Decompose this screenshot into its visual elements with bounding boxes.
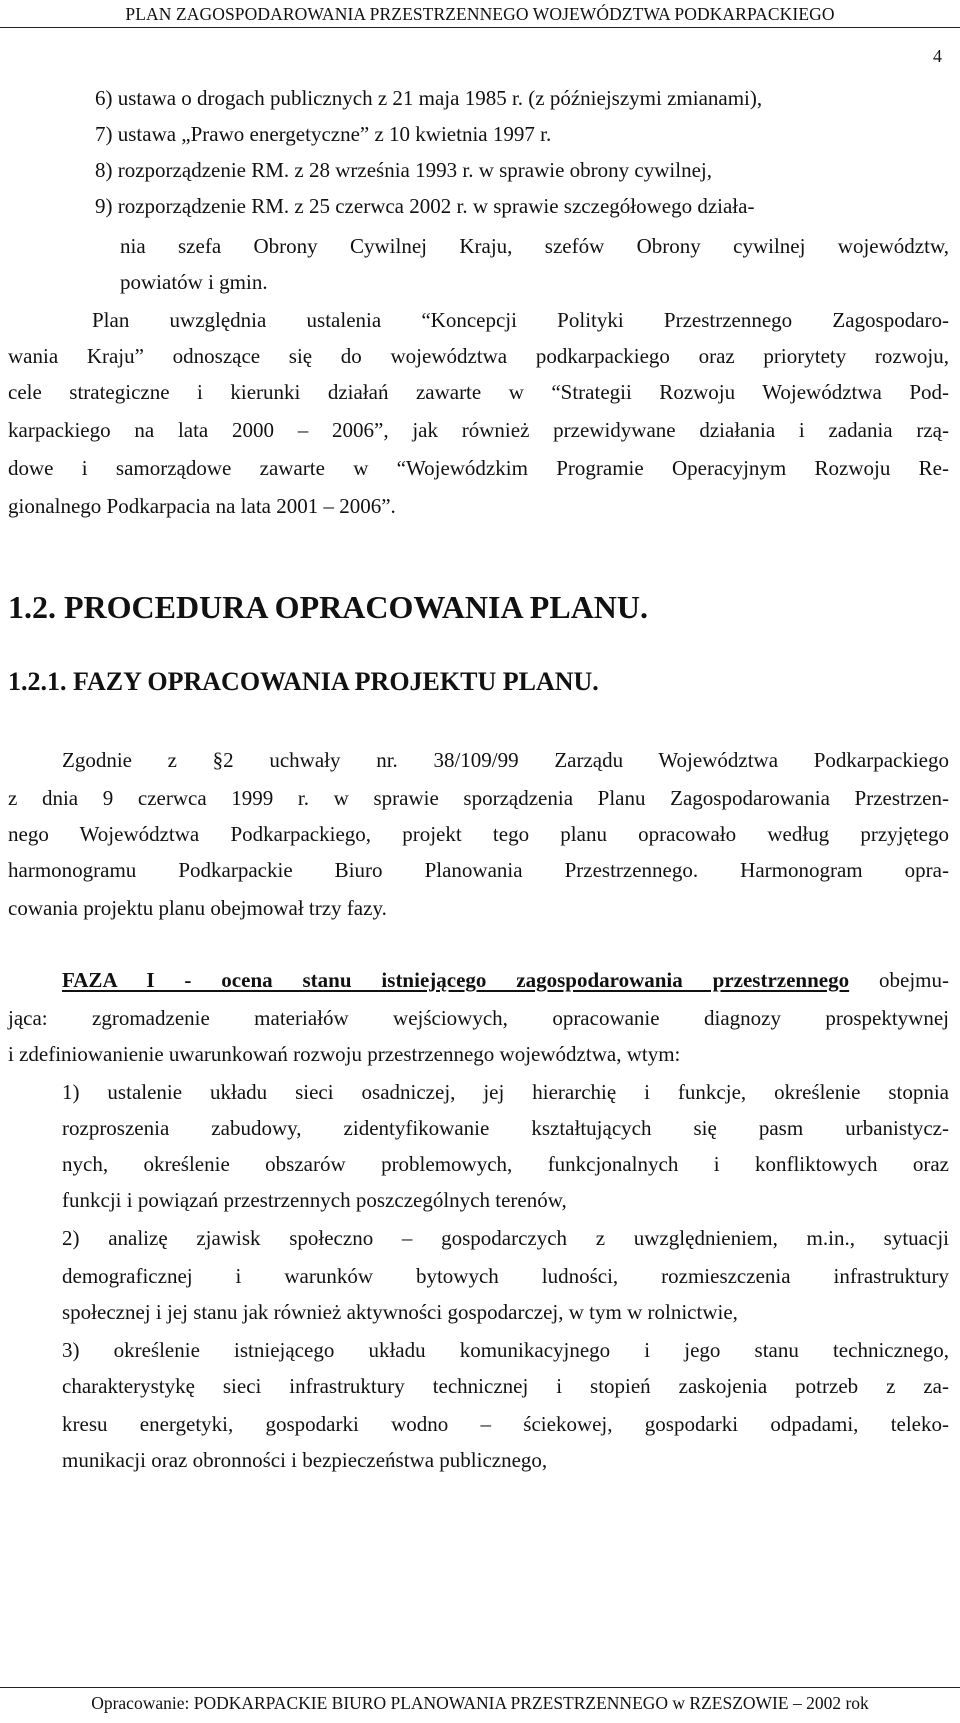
list-item-8: 8) rozporządzenie RM. z 28 września 1993 r. w sprawie obrony cywilnej, [95, 158, 712, 182]
list-item-9-cont: powiatów i gmin. [120, 270, 268, 294]
page-footer: Opracowanie: PODKARPACKIE BIURO PLANOWANIA PRZESTRZENNEGO w RZESZOWIE – 2002 rok [91, 1693, 869, 1713]
procedure-paragraph-line: cowania projektu planu obejmował trzy fazy. [8, 896, 387, 920]
faza-item-1-cont: funkcji i powiązań przestrzennych poszczególnych terenów, [62, 1188, 567, 1212]
procedure-paragraph-line: Zgodnie z §2 uchwały nr. 38/109/99 Zarządu Województwa Podkarpackiego [62, 748, 949, 772]
faza-item-2: 2) analizę zjawisk społeczno – gospodarczych z uwzględnieniem, m.in., sytuacji [62, 1226, 949, 1250]
faza-item-1-cont: nych, określenie obszarów problemowych, funkcjonalnych i konfliktowych oraz [62, 1152, 949, 1176]
footer-rule [0, 1687, 960, 1688]
plan-paragraph-line: cele strategiczne i kierunki działań zawarte w “Strategii Rozwoju Województwa Pod- [8, 380, 949, 404]
plan-paragraph-line: wania Kraju” odnoszące się do województwa podkarpackiego oraz priorytety rozwoju, [8, 344, 949, 368]
procedure-paragraph-line: z dnia 9 czerwca 1999 r. w sprawie sporządzenia Planu Zagospodarowania Przestrzen- [8, 786, 949, 810]
faza-lead-line [62, 968, 949, 992]
procedure-paragraph-line: harmonogramu Podkarpackie Biuro Planowania Przestrzennego. Harmonogram opra- [8, 858, 949, 882]
header-rule [0, 27, 960, 28]
list-item-6: 6) ustawa o drogach publicznych z 21 maja 1985 r. (z późniejszymi zmianami), [95, 86, 763, 110]
subsection-heading: 1.2.1. FAZY OPRACOWANIA PROJEKTU PLANU. [8, 667, 599, 696]
faza-item-3: 3) określenie istniejącego układu komunikacyjnego i jego stanu technicznego, [62, 1338, 949, 1362]
plan-paragraph-line: karpackiego na lata 2000 – 2006”, jak również przewidywane działania i zadania rzą- [8, 418, 949, 442]
faza-item-2-cont: społecznej i jej stanu jak również aktywności gospodarczej, w tym w rolnictwie, [62, 1300, 738, 1324]
section-heading: 1.2. PROCEDURA OPRACOWANIA PLANU. [8, 589, 649, 625]
faza-paragraph-line: jąca: zgromadzenie materiałów wejściowych, opracowanie diagnozy prospektywnej [8, 1006, 949, 1030]
faza-item-1-cont: rozproszenia zabudowy, zidentyfikowanie kształtujących się pasm urbanistycz- [62, 1116, 949, 1140]
faza-item-2-cont: demograficznej i warunków bytowych ludności, rozmieszczenia infrastruktury [62, 1264, 949, 1288]
faza-paragraph-line: i zdefiniowanienie uwarunkowań rozwoju przestrzennego województwa, wtym: [8, 1042, 681, 1066]
list-item-7: 7) ustawa „Prawo energetyczne” z 10 kwietnia 1997 r. [95, 122, 552, 146]
faza-lead-rest: obejmu- [849, 968, 950, 992]
plan-paragraph-line: dowe i samorządowe zawarte w “Wojewódzkim Programie Operacyjnym Rozwoju Re- [8, 456, 949, 480]
faza-item-3-cont: munikacji oraz obronności i bezpieczeństwa publicznego, [62, 1448, 548, 1472]
faza-item-3-cont: charakterystykę sieci infrastruktury technicznej i stopień zaskojenia potrzeb z za- [62, 1374, 949, 1398]
page-number: 4 [933, 46, 942, 66]
faza-item-3-cont: kresu energetyki, gospodarki wodno – ściekowej, gospodarki odpadami, teleko- [62, 1412, 949, 1436]
header-title: PLAN ZAGOSPODAROWANIA PRZESTRZENNEGO WOJEWÓDZTWA PODKARPACKIEGO [125, 4, 835, 24]
list-item-9: 9) rozporządzenie RM. z 25 czerwca 2002 r. w sprawie szczegółowego działa- [95, 194, 755, 218]
faza-item-1: 1) ustalenie układu sieci osadniczej, jej hierarchię i funkcje, określenie stopnia [62, 1080, 949, 1104]
plan-paragraph-line: gionalnego Podkarpacia na lata 2001 – 2006”. [8, 494, 396, 518]
faza-title: FAZA I - ocena stanu istniejącego zagospodarowania przestrzennego [62, 968, 850, 992]
procedure-paragraph-line: nego Województwa Podkarpackiego, projekt tego planu opracowało według przyjętego [8, 822, 949, 846]
list-item-9-cont: nia szefa Obrony Cywilnej Kraju, szefów Obrony cywilnej województw, [120, 234, 949, 258]
plan-paragraph-line: Plan uwzględnia ustalenia “Koncepcji Polityki Przestrzennego Zagospodaro- [92, 308, 949, 332]
